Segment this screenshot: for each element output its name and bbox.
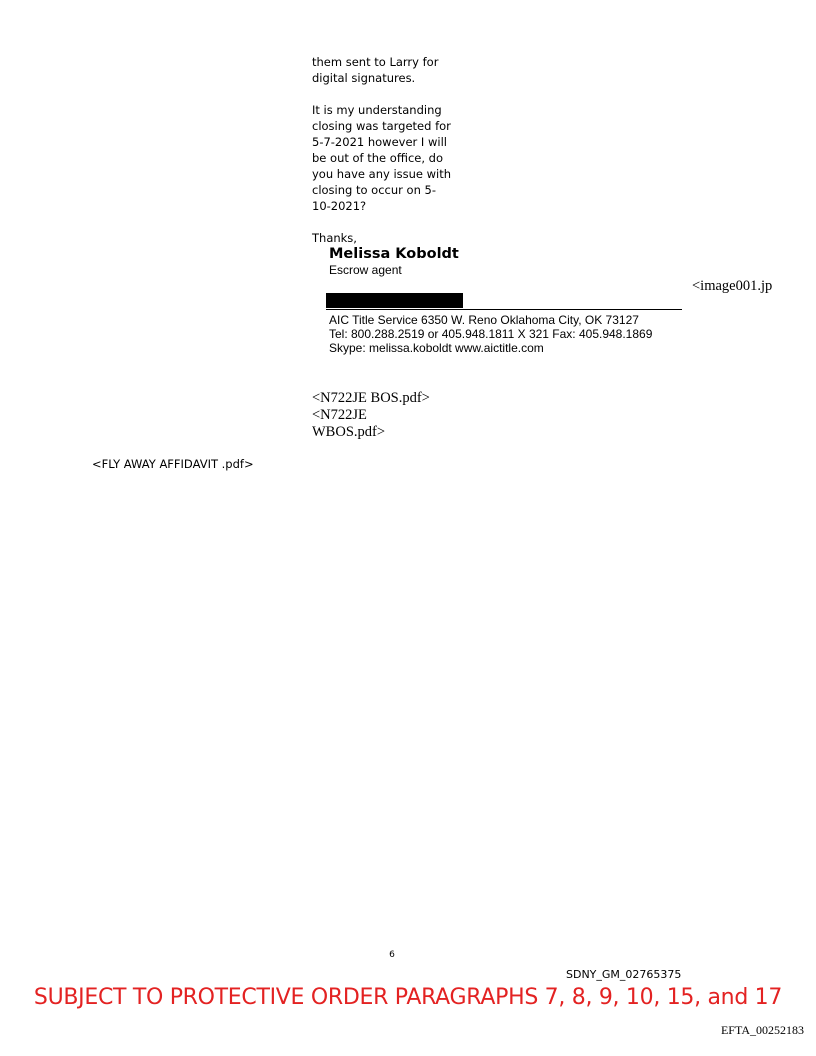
signature-phone-line: Tel: 800.288.2519 or 405.948.1811 X 321 Fax: 405.948.1869 — [329, 327, 653, 341]
signature-company-line: AIC Title Service 6350 W. Reno Oklahoma City, OK 73127 — [329, 313, 639, 327]
email-signoff: Thanks, — [312, 231, 357, 245]
attachment-fly-away-affidavit: <FLY AWAY AFFIDAVIT .pdf> — [92, 457, 254, 471]
signature-title: Escrow agent — [329, 263, 402, 277]
email-body-continuation: them sent to Larry for digital signatures. — [312, 55, 439, 85]
attachment-bos: <N722JE BOS.pdf> — [312, 390, 430, 406]
redaction-box — [326, 293, 463, 308]
attachment-wbos-line1: <N722JE — [312, 407, 367, 423]
protective-order-notice: SUBJECT TO PROTECTIVE ORDER PARAGRAPHS 7, 8, 9, 10, 15, and 17 — [33, 985, 783, 1010]
closing-date-paragraph: It is my understanding closing was targeted for 5-7-2021 however I will be out of the office, do you have any issue with closing to occur on 5- 10-2021? — [312, 103, 452, 213]
signature-contact-block — [329, 313, 729, 355]
attachment-wbos-line2: WBOS.pdf> — [312, 424, 386, 440]
signature-divider — [326, 309, 682, 310]
signature-name: Melissa Koboldt — [329, 246, 459, 262]
attachment-list — [312, 390, 452, 441]
signature-skype-line: Skype: melissa.koboldt www.aictitle.com — [329, 341, 544, 355]
image-placeholder-text: <image001.jp — [692, 278, 773, 294]
efta-number: EFTA_00252183 — [720, 1023, 804, 1037]
email-body — [312, 54, 492, 246]
page-number: 6 — [389, 950, 395, 960]
bates-number: SDNY_GM_02765375 — [566, 968, 682, 981]
